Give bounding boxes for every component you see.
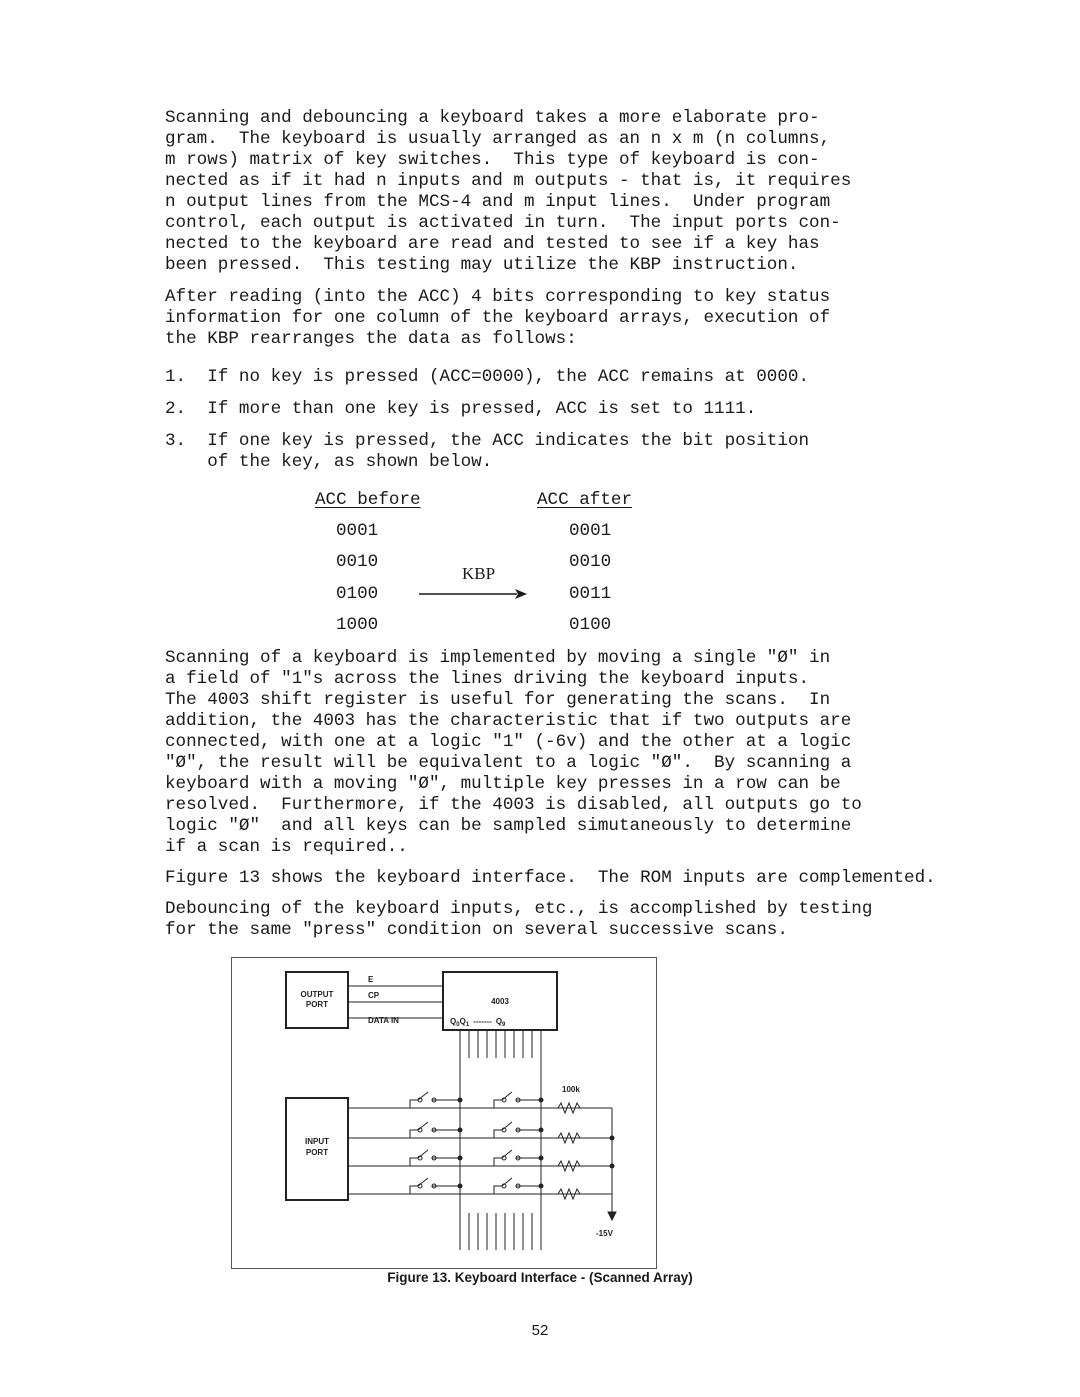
output-port-label: PORT <box>305 1000 329 1009</box>
figure-keyboard-interface <box>231 957 657 1269</box>
supply-voltage-label: -15V <box>596 1229 613 1238</box>
figure-caption: Figure 13. Keyboard Interface - (Scanned Array) <box>387 1270 693 1285</box>
chip-4003-label: 4003 <box>491 997 509 1006</box>
acc-after-value: 0010 <box>569 552 612 572</box>
signal-cp-label: CP <box>368 991 380 1000</box>
header-acc-after: ACC after <box>537 490 633 510</box>
key-switches <box>410 1092 541 1194</box>
list-item-2: 2. If more than one key is pressed, ACC is set to 1111. <box>165 399 757 419</box>
acc-after-value: 0100 <box>569 615 612 635</box>
paragraph-scanning-debouncing: Scanning and debouncing a keyboard takes a more elaborate pro- gram. The keyboard is usually arranged as an n x m (n columns, m rows) matrix of key switches. This type of keyboard is con- nected as if it had n inputs and m outputs - that is, it requires n output lines from the MCS-4 and m input lines. Under program control, each output is activated in turn. The input ports con- nected to the keyboard are read and tested to see if a key has been pressed. This testing may utilize the KBP instruction. <box>165 108 852 275</box>
input-port-label: INPUT <box>305 1137 329 1146</box>
acc-before-value: 0100 <box>336 584 379 604</box>
junction-dots <box>458 1098 615 1189</box>
column-lines-bottom <box>469 1213 532 1250</box>
input-port-label: PORT <box>305 1148 329 1157</box>
chip-output-lines <box>460 1030 541 1250</box>
acc-after-value: 0001 <box>569 521 612 541</box>
paragraph-figure-reference: Figure 13 shows the keyboard interface. The ROM inputs are complemented. <box>165 868 936 888</box>
acc-before-value: 0010 <box>336 552 379 572</box>
pullup-resistors <box>550 1103 616 1220</box>
acc-before-value: 0001 <box>336 521 379 541</box>
acc-before-value: 1000 <box>336 615 379 635</box>
paragraph-scanning-implementation: Scanning of a keyboard is implemented by moving a single "Ø" in a field of "1"s across the lines driving the keyboard inputs. The 4003 shift register is useful for generating the scans. In addition, the 4003 has the characteristic that if two outputs are connected, with one at a logic "1" (-6v) and the other at a logic "Ø", the result will be equivalent to a logic "Ø". By scanning a keyboard with a moving "Ø", multiple key presses in a row can be resolved. Furthermore, if the 4003 is disabled, all outputs go to logic "Ø" and all keys can be sampled simutaneously to determine if a scan is required.. <box>165 648 862 857</box>
paragraph-debouncing: Debouncing of the keyboard inputs, etc., is accomplished by testing for the same "press" condition on several successive scans. <box>165 899 873 940</box>
list-item-3: 3. If one key is pressed, the ACC indicates the bit position of the key, as shown below. <box>165 431 810 472</box>
chip-outputs-label: $Q_0Q_1$ ------- $Q_9$ <box>450 1017 506 1028</box>
resistor-value-label: 100k <box>562 1085 580 1094</box>
dashed-connectors <box>462 1108 494 1194</box>
paragraph-after-reading: After reading (into the ACC) 4 bits corresponding to key status information for one column of the keyboard arrays, execution of the KBP rearranges the data as follows: <box>165 287 831 349</box>
kbp-arrow <box>417 587 529 601</box>
list-item-1: 1. If no key is pressed (ACC=0000), the ACC remains at 0000. <box>165 367 810 387</box>
signal-e-label: E <box>368 975 374 984</box>
page-number: 52 <box>531 1322 549 1339</box>
header-acc-before: ACC before <box>315 490 421 510</box>
signal-data-in-label: DATA IN <box>368 1016 399 1025</box>
acc-after-value: 0011 <box>569 584 612 604</box>
row-lines <box>348 1108 612 1194</box>
output-port-label: OUTPUT <box>300 990 334 999</box>
keyboard-interface-diagram <box>232 958 656 1268</box>
kbp-operation-label: KBP <box>462 564 496 583</box>
